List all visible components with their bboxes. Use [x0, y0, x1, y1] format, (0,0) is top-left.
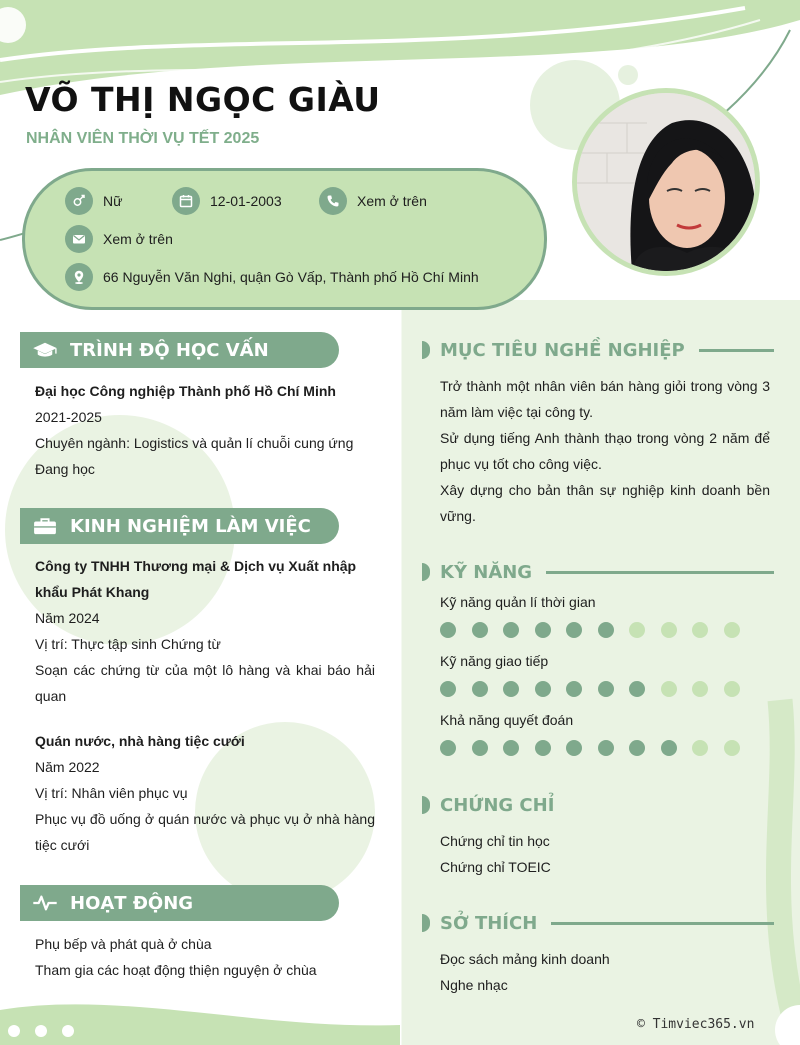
objective-content: [440, 373, 770, 529]
skill-name: Kỹ năng quản lí thời gian: [440, 594, 596, 610]
briefcase-icon: [30, 514, 60, 538]
hobby-item: Đọc sách mảng kinh doanh: [440, 951, 610, 967]
profile-photo: [572, 88, 760, 276]
objective-title: MỤC TIÊU NGHỀ NGHIỆP: [440, 339, 685, 361]
hobbies-header: [422, 911, 774, 935]
certificates-header: [422, 793, 774, 817]
skills-header: [422, 560, 774, 584]
school-status: Đang học: [35, 461, 95, 477]
rating-dot-empty: [692, 681, 708, 697]
rating-dot-empty: [692, 622, 708, 638]
activity-item: Tham gia các hoạt động thiện nguyện ở chùa: [35, 962, 317, 978]
section-bullet: [422, 796, 430, 814]
section-divider: [551, 922, 774, 925]
rating-dot-filled: [440, 681, 456, 697]
section-divider: [699, 349, 774, 352]
rating-dot-empty: [724, 622, 740, 638]
job-year: Năm 2022: [35, 759, 100, 775]
candidate-name: VÕ THỊ NGỌC GIÀU: [25, 80, 381, 119]
job-position: Vị trí: Thực tập sinh Chứng từ: [35, 636, 221, 652]
dob-value: 12-01-2003: [210, 193, 282, 209]
objective-header: [422, 338, 774, 362]
rating-dot-empty: [661, 681, 677, 697]
certificate-item: Chứng chỉ tin học: [440, 833, 550, 849]
education-title: TRÌNH ĐỘ HỌC VẤN: [70, 339, 269, 361]
experience-title: KINH NGHIỆM LÀM VIỆC: [70, 515, 311, 537]
contact-phone: [319, 187, 427, 215]
rating-dot-filled: [503, 740, 519, 756]
contact-gender: [65, 187, 122, 215]
activity-item: Phụ bếp và phát quà ở chùa: [35, 936, 212, 952]
school-years: 2021-2025: [35, 409, 102, 425]
rating-dot-filled: [598, 740, 614, 756]
rating-dot-empty: [661, 622, 677, 638]
education-header: [20, 332, 339, 368]
rating-dot-empty: [629, 622, 645, 638]
address-value: 66 Nguyễn Văn Nghi, quận Gò Vấp, Thành phố Hồ Chí Minh: [103, 269, 479, 285]
phone-icon: [319, 187, 347, 215]
activities-title: HOẠT ĐỘNG: [70, 892, 194, 914]
skill-name: Kỹ năng giao tiếp: [440, 653, 549, 669]
skill-name: Khả năng quyết đoán: [440, 712, 574, 728]
job-year: Năm 2024: [35, 610, 100, 626]
rating-dot-filled: [440, 622, 456, 638]
rating-dot-filled: [503, 622, 519, 638]
objective-line: Trở thành một nhân viên bán hàng giỏi trong vòng 3 năm làm việc tại công ty.: [440, 378, 770, 420]
contact-panel: [22, 168, 547, 310]
skill-rating: [440, 622, 770, 638]
hobbies-title: SỞ THÍCH: [440, 912, 538, 934]
phone-value: Xem ở trên: [357, 193, 427, 209]
rating-dot-empty: [724, 681, 740, 697]
job-position: Vị trí: Nhân viên phục vụ: [35, 785, 188, 801]
rating-dot-filled: [661, 740, 677, 756]
activity-pulse-icon: [30, 891, 60, 915]
rating-dot-empty: [724, 740, 740, 756]
copyright-footer: © Timviec365.vn: [637, 1017, 755, 1032]
school-major: Chuyên ngành: Logistics và quản lí chuỗi cung ứng: [35, 435, 354, 451]
rating-dot-filled: [440, 740, 456, 756]
gender-value: Nữ: [103, 193, 123, 209]
rating-dot-filled: [598, 681, 614, 697]
section-bullet: [422, 563, 430, 581]
section-bullet: [422, 341, 430, 359]
graduation-cap-icon: [30, 338, 60, 362]
rating-dot-filled: [566, 622, 582, 638]
job-description: Phục vụ đồ uống ở quán nước và phục vụ ở nhà hàng tiệc cưới: [35, 811, 375, 853]
rating-dot-filled: [566, 681, 582, 697]
rating-dot-filled: [629, 681, 645, 697]
job-company: Quán nước, nhà hàng tiệc cưới: [35, 733, 245, 749]
certificates-title: CHỨNG CHỈ: [440, 794, 555, 816]
rating-dot-filled: [566, 740, 582, 756]
rating-dot-filled: [535, 740, 551, 756]
skill-rating: [440, 681, 770, 697]
job-entry: [35, 728, 375, 858]
certificates-content: [440, 828, 770, 880]
calendar-icon: [172, 187, 200, 215]
job-entry: [35, 553, 375, 709]
section-bullet: [422, 914, 430, 932]
rating-dot-filled: [629, 740, 645, 756]
rating-dot-filled: [598, 622, 614, 638]
email-value: Xem ở trên: [103, 231, 173, 247]
experience-header: [20, 508, 339, 544]
contact-dob: [172, 187, 282, 215]
email-icon: [65, 225, 93, 253]
job-company: Công ty TNHH Thương mại & Dịch vụ Xuất nhập khẩu Phát Khang: [35, 558, 357, 600]
activities-header: [20, 885, 339, 921]
job-title: NHÂN VIÊN THỜI VỤ TẾT 2025: [26, 130, 260, 147]
skill-rating: [440, 740, 770, 756]
skill-row: [440, 712, 770, 756]
activities-content: [35, 931, 375, 983]
rating-dot-filled: [503, 681, 519, 697]
rating-dot-filled: [472, 681, 488, 697]
objective-line: Xây dựng cho bản thân sự nghiệp kinh doanh bền vững.: [440, 482, 770, 524]
rating-dot-filled: [535, 681, 551, 697]
rating-dot-filled: [472, 622, 488, 638]
objective-line: Sử dụng tiếng Anh thành thạo trong vòng 2 năm để phục vụ tốt cho công việc.: [440, 430, 770, 472]
skill-row: [440, 594, 770, 638]
hobby-item: Nghe nhạc: [440, 977, 508, 993]
job-description: Soạn các chứng từ của một lô hàng và khai báo hải quan: [35, 662, 375, 704]
skills-title: KỸ NĂNG: [440, 561, 533, 583]
rating-dot-filled: [472, 740, 488, 756]
location-pin-icon: [65, 263, 93, 291]
section-divider: [546, 571, 774, 574]
gender-icon: [65, 187, 93, 215]
skill-row: [440, 653, 770, 697]
rating-dot-empty: [692, 740, 708, 756]
contact-email: [65, 225, 173, 253]
contact-address: [65, 263, 479, 291]
rating-dot-filled: [535, 622, 551, 638]
certificate-item: Chứng chỉ TOEIC: [440, 859, 551, 875]
school-name: Đại học Công nghiệp Thành phố Hồ Chí Minh: [35, 383, 336, 399]
hobbies-content: [440, 946, 770, 998]
education-content: [35, 378, 375, 482]
